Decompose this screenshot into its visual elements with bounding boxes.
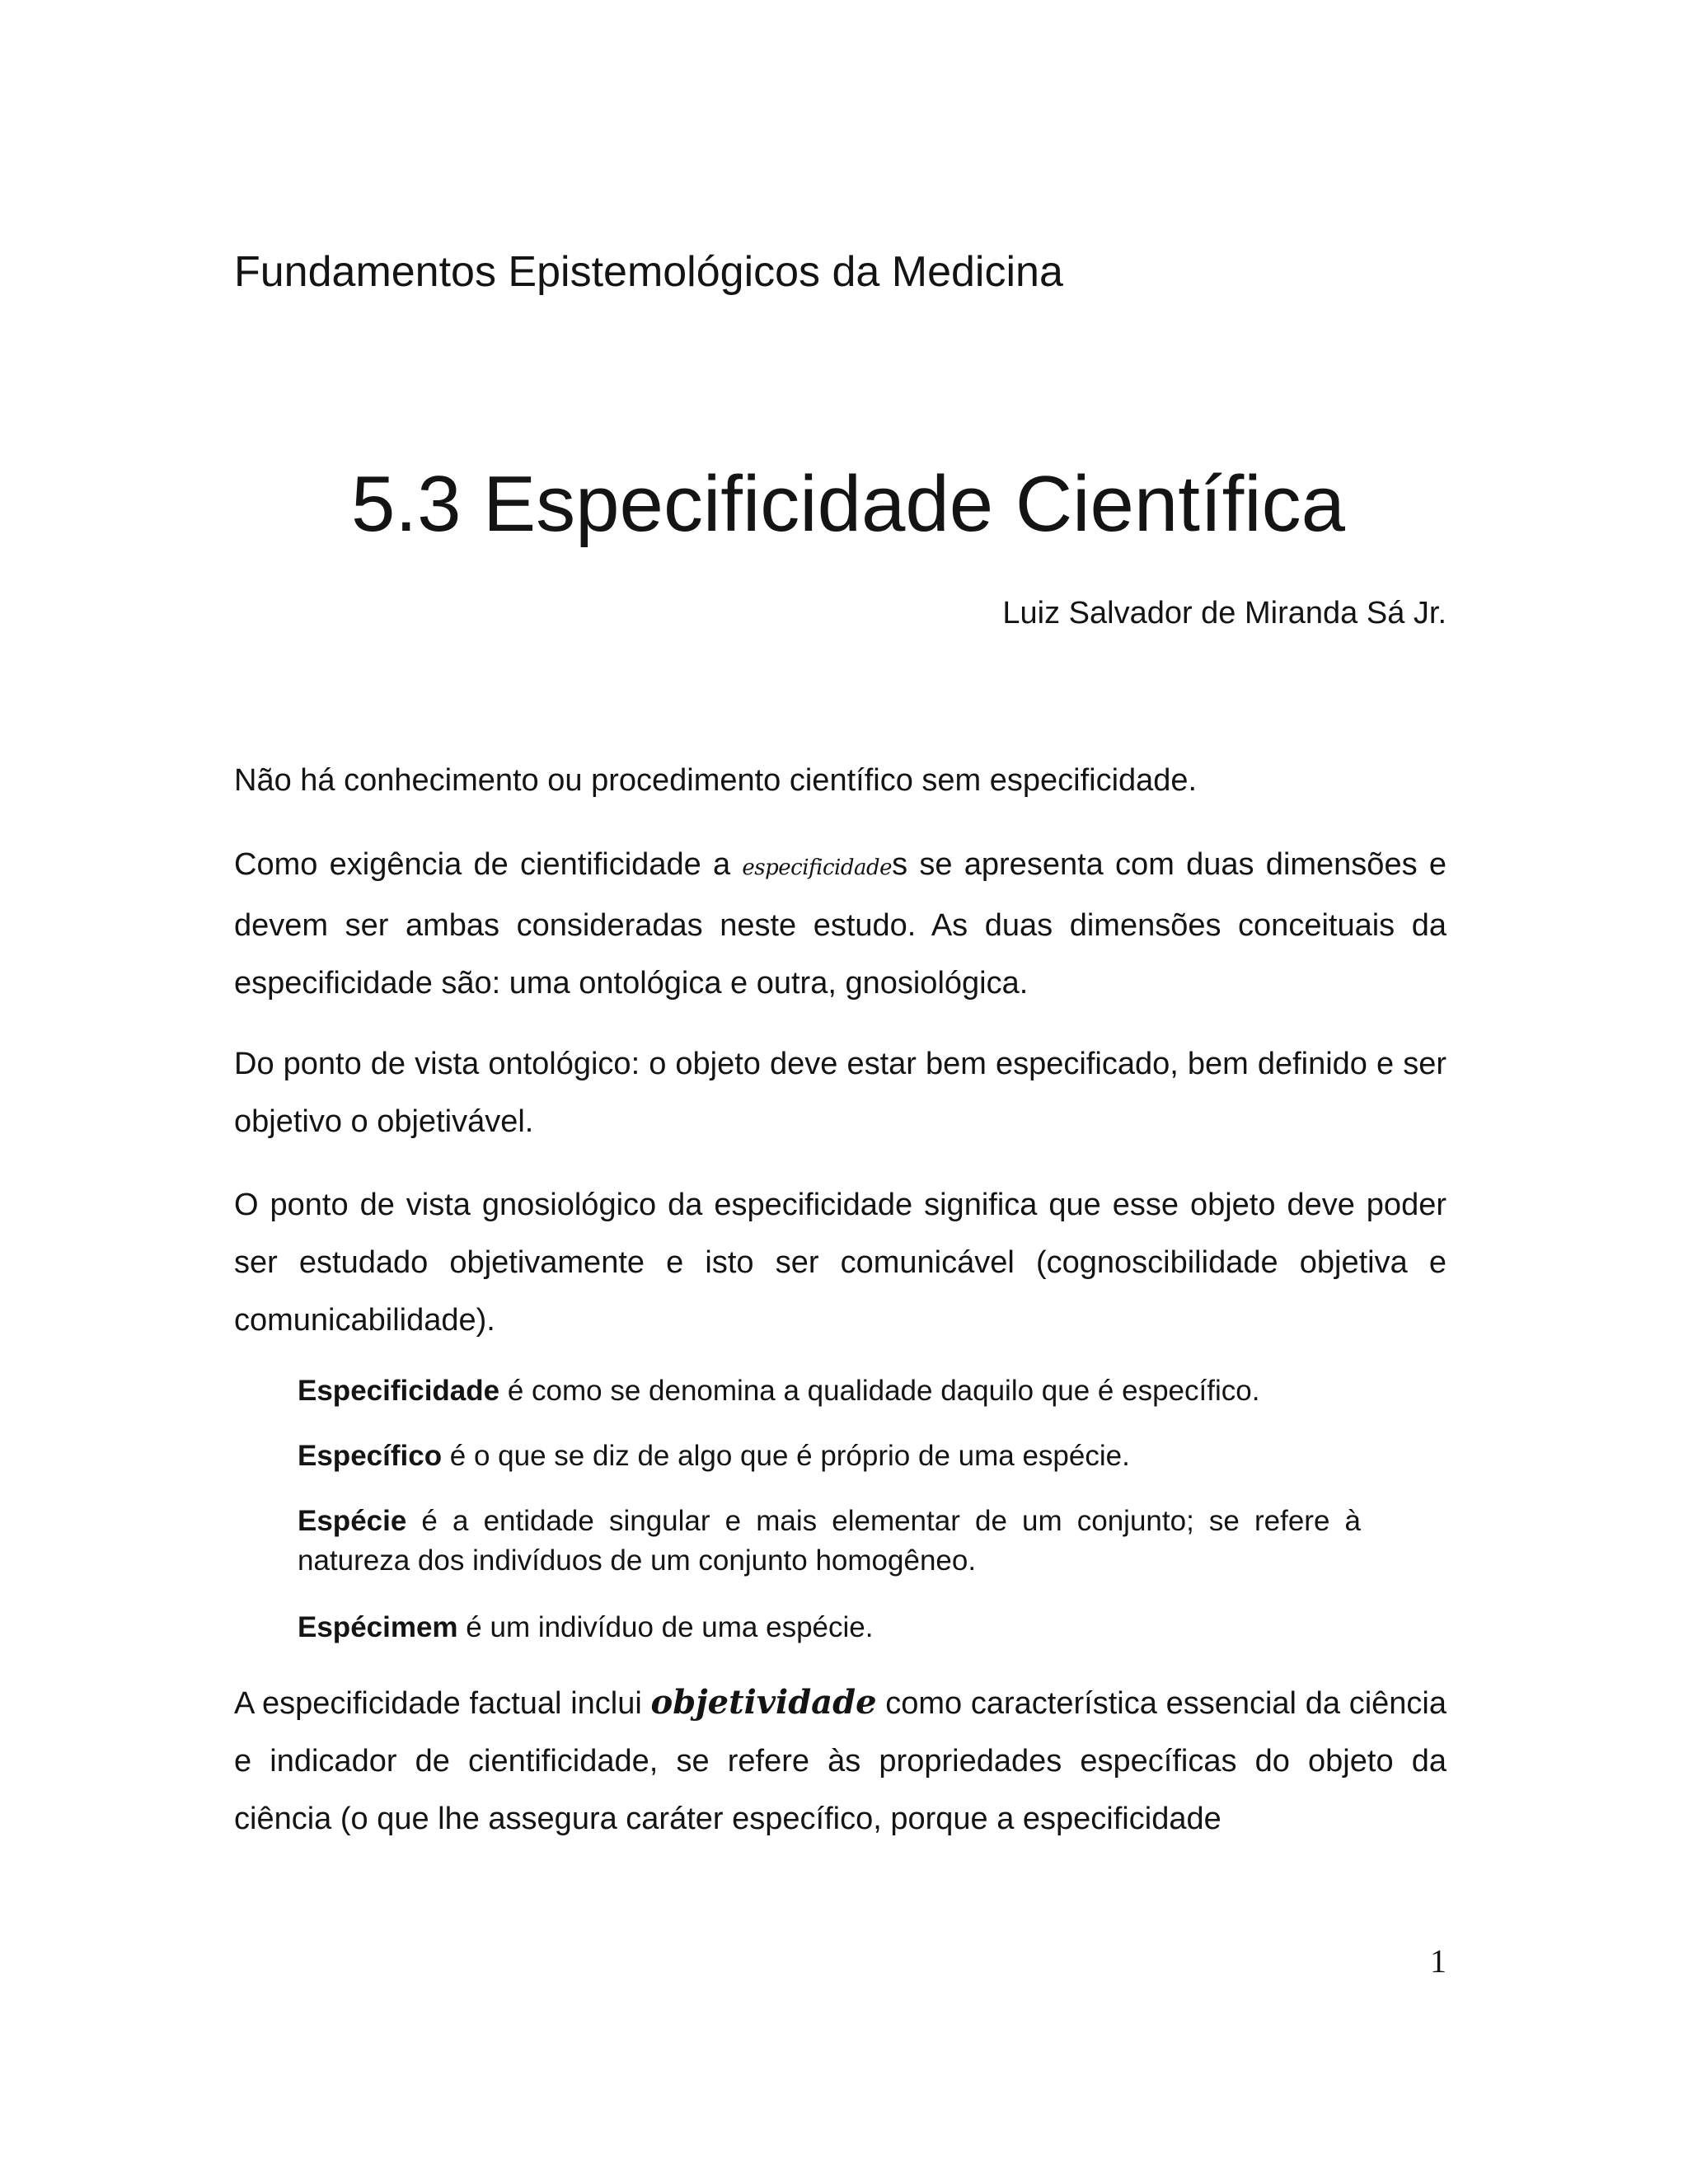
paragraph-5	[234, 1674, 1447, 1848]
paragraph-2-end: s se apresenta com duas dimensões e devem ser ambas consideradas neste estudo. As duas dimensões conceituais da especificidade são: uma ontológica e outra, gnosiológica.	[234, 847, 1447, 1001]
paragraph-2-start: Como exigência de cientificidade a	[234, 847, 743, 882]
definition-term: Espécie	[298, 1505, 407, 1537]
paragraph-2	[234, 836, 1447, 1012]
definition-term: Específico	[298, 1440, 443, 1472]
definition-3	[298, 1502, 1361, 1581]
paragraph-3: Do ponto de vista ontológico: o objeto deve estar bem especificado, bem definido e ser objetivo o objetivável.	[234, 1047, 1447, 1139]
definition-text: é um indivíduo de uma espécie.	[457, 1611, 874, 1643]
paragraph-5-end: como característica essencial da ciência e indicador de cientificidade, se refere às propriedades específicas do objeto da ciência (o que lhe assegura caráter específico, porque a especificidade	[234, 1686, 1447, 1836]
definition-1	[298, 1371, 1361, 1411]
definition-text: é a entidade singular e mais elementar de um conjunto; se refere à natureza dos indivíduos de um conjunto homogêneo.	[298, 1505, 1361, 1577]
paragraph-1: Não há conhecimento ou procedimento científico sem especificidade.	[234, 763, 1198, 798]
definition-text: é como se denomina a qualidade daquilo que é específico.	[499, 1375, 1260, 1407]
definition-2	[298, 1436, 1361, 1476]
definition-text: é o que se diz de algo que é próprio de uma espécie.	[442, 1440, 1130, 1472]
styled-term-especificidade: especificidade	[742, 855, 893, 880]
definition-4	[298, 1608, 1361, 1647]
paragraph-4: O ponto de vista gnosiológico da especificidade significa que esse objeto deve poder ser estudado objetivamente e isto ser comunicável (cognoscibilidade objetiva e comunicabilidade).	[234, 1188, 1447, 1338]
definition-term: Especificidade	[298, 1375, 500, 1407]
definition-term: Espécimem	[298, 1611, 458, 1643]
author-name: Luiz Salvador de Miranda Sá Jr.	[1002, 596, 1447, 630]
running-title: Fundamentos Epistemológicos da Medicina	[234, 248, 1063, 296]
paragraph-5-start: A especificidade factual inclui	[234, 1686, 651, 1721]
styled-term-objetividade: objetividade	[650, 1683, 877, 1722]
page-title: 5.3 Especificidade Científica	[351, 460, 1345, 548]
page-number: 1	[1430, 1943, 1447, 1980]
